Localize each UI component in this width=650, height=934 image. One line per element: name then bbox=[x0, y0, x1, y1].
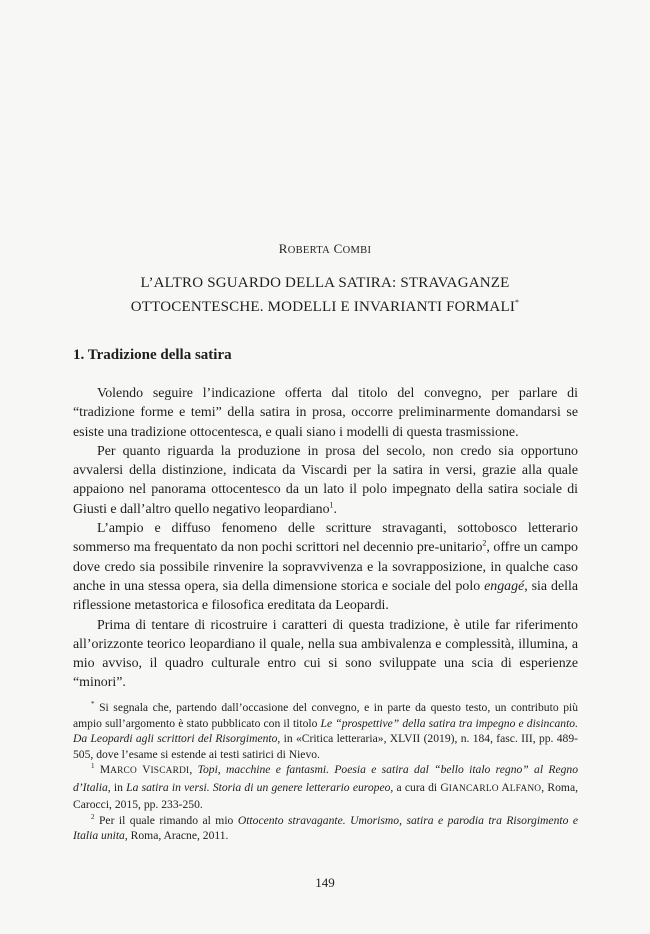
page-number: 149 bbox=[315, 875, 335, 890]
body-text bbox=[73, 384, 578, 693]
footnote-2: $^2$ Per il quale rimando al mio Ottocento stravagante. Umorismo, satira e parodia tra Risorgimento e Italia unita, Roma, Aracne, 2011. bbox=[73, 812, 578, 842]
footnote-ref-2: 2 bbox=[482, 538, 487, 548]
paragraph-2: Per quanto riguarda la produzione in prosa del secolo, non credo sia opportuno avvalersi della distinzione, indicata da Viscardi per la satira in versi, grazie alla quale appaiono nel panorama ottocentesco da un lato il polo impegnato della satira sociale di Giusti e dall’altro quello negativo leopardiano$^1$. bbox=[73, 443, 578, 517]
footnote-1: $^1$ MARCO VISCARDI, Topi, macchine e fantasmi. Poesia e satira dal “bello italo regno” al Regno d’Italia, in La satira in versi. Storia di un genere letterario europeo, a cura di GIANCARLO ALFANO, Roma, Carocci, 2015, pp. 233-250. bbox=[73, 762, 578, 811]
title-line-2: OTTOCENTESCHE. MODELLI E INVARIANTI FORMALI bbox=[130, 299, 516, 315]
section-heading: 1. Tradizione della satira bbox=[73, 347, 232, 363]
title-line-1: L’ALTRO SGUARDO DELLA SATIRA: STRAVAGANZE bbox=[140, 275, 510, 291]
paragraph-3: L’ampio e diffuso fenomeno delle scritture stravaganti, sottobosco letterario sommerso ma frequentato da non pochi scrittori nel decennio pre-unitario$^2$, offre un campo dove credo sia possibile rinvenire la sopravvivenza e la sovrapposizione, in qualche caso anche in una stessa opera, sia della dimensione storica e sociale del polo engagé, sia della riflessione metastorica e filosofica ereditata da Leopardi. bbox=[73, 521, 578, 614]
paragraph-4: Prima di tentare di ricostruire i caratteri di questa tradizione, è utile far riferimento all’orizzonte teorico leopardiano il quale, nella sua ambivalenza e complessità, illumina, a mio avviso, il quadro culturale entro cui si sono sviluppate una scia di esperienze “minori”. bbox=[73, 617, 578, 691]
paragraph-1: Volendo seguire l’indicazione offerta dal titolo del convegno, per parlare di “tradizione forme e temi” della satira in prosa, occorre preliminarmente domandarsi se esiste una tradizione ottocentesca, e quali siano i modelli di questa trasmissione. bbox=[73, 386, 578, 440]
author-name: ROBERTA COMBI bbox=[278, 241, 372, 256]
title-footnote-marker: * bbox=[515, 298, 520, 307]
chapter-title bbox=[80, 274, 570, 317]
footnote-star: * Si segnala che, partendo dall’occasione del convegno, e in parte da questo testo, un contributo più ampio sull’argomento è stato pubblicato con il titolo Le “prospettive” della satira tra impegno e disincanto. Da Leopardi agli scrittori del Risorgimento, in «Critica letteraria», XLVII (2019), n. 184, fasc. III, pp. 489-505, dove l’esame si estende ai testi satirici di Nievo. bbox=[73, 700, 579, 761]
footnote-ref-1: 1 bbox=[329, 500, 334, 510]
footnotes bbox=[73, 700, 578, 844]
